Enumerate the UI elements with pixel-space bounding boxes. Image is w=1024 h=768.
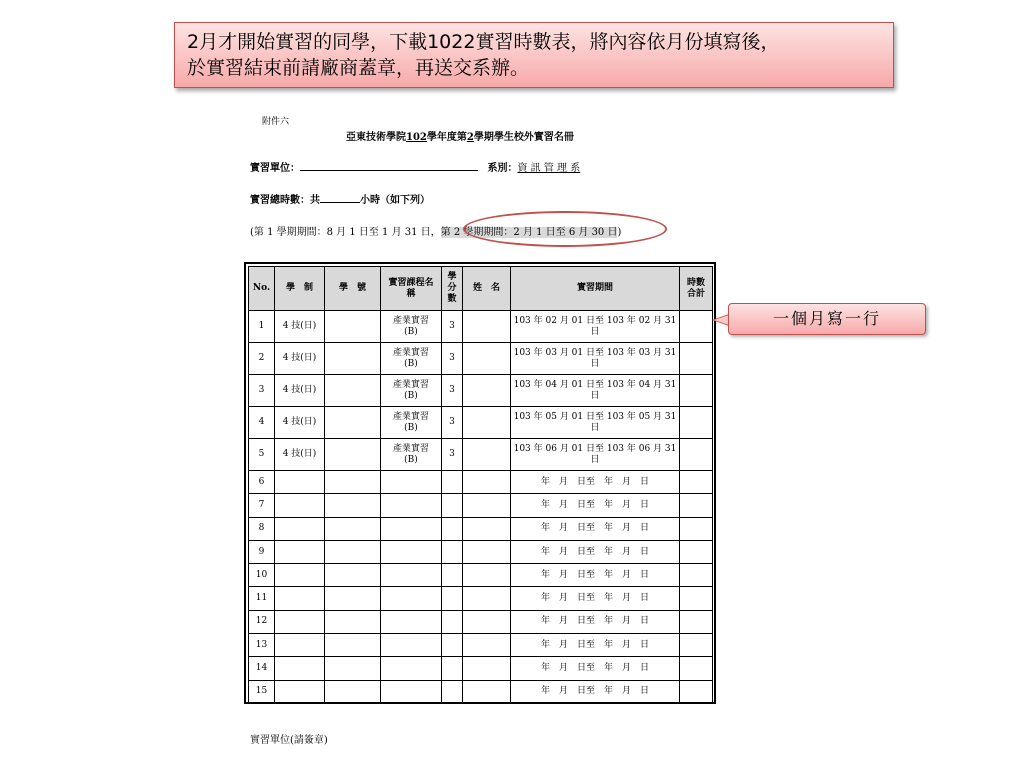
row-credit bbox=[442, 564, 463, 587]
table-row bbox=[249, 610, 713, 633]
row-name bbox=[463, 657, 511, 680]
row-period: 103 年 06 月 01 日至 103 年 06 月 31 日 bbox=[511, 439, 680, 471]
row-student-id bbox=[325, 343, 381, 375]
row-credit bbox=[442, 587, 463, 610]
row-period: 年 月 日至 年 月 日 bbox=[511, 610, 680, 633]
row-course bbox=[381, 587, 442, 610]
header-hours: 時數合計 bbox=[680, 267, 713, 311]
row-student-id bbox=[325, 494, 381, 517]
row-course bbox=[381, 610, 442, 633]
row-student-id bbox=[325, 407, 381, 439]
row-no: 12 bbox=[249, 610, 275, 633]
row-hours bbox=[680, 680, 713, 703]
row-course bbox=[381, 634, 442, 657]
row-period: 年 月 日至 年 月 日 bbox=[511, 634, 680, 657]
hours-blank bbox=[320, 192, 360, 203]
highlight-oval bbox=[463, 211, 667, 247]
row-course bbox=[381, 680, 442, 703]
row-period: 年 月 日至 年 月 日 bbox=[511, 471, 680, 494]
row-period: 103 年 04 月 01 日至 103 年 04 月 31 日 bbox=[511, 375, 680, 407]
row-course bbox=[381, 540, 442, 563]
row-name bbox=[463, 375, 511, 407]
header-name: 姓 名 bbox=[463, 267, 511, 311]
row-credit bbox=[442, 494, 463, 517]
row-student-id bbox=[325, 680, 381, 703]
row-period: 年 月 日至 年 月 日 bbox=[511, 540, 680, 563]
row-hours bbox=[680, 407, 713, 439]
row-name bbox=[463, 439, 511, 471]
row-course bbox=[381, 564, 442, 587]
row-credit bbox=[442, 634, 463, 657]
table-row bbox=[249, 407, 713, 439]
row-name bbox=[463, 587, 511, 610]
row-course bbox=[381, 657, 442, 680]
row-credit: 3 bbox=[442, 311, 463, 343]
table-row bbox=[249, 471, 713, 494]
row-hours bbox=[680, 657, 713, 680]
row-system: 4 技(日) bbox=[275, 439, 325, 471]
unit-row: 實習單位： 系別：資 訊 管 理 系 bbox=[250, 159, 580, 174]
banner-line-1: 2月才開始實習的同學，下載1022實習時數表，將內容依月份填寫後， bbox=[187, 31, 780, 53]
row-hours bbox=[680, 517, 713, 540]
row-credit bbox=[442, 610, 463, 633]
row-name bbox=[463, 343, 511, 375]
row-no: 10 bbox=[249, 564, 275, 587]
semester-2-period: 第 2 學期期間：2 月 1 日至 6 月 30 日 bbox=[440, 227, 618, 238]
row-hours bbox=[680, 311, 713, 343]
row-period: 年 月 日至 年 月 日 bbox=[511, 517, 680, 540]
row-course: 產業實習(B) bbox=[381, 439, 442, 471]
row-system bbox=[275, 564, 325, 587]
row-no: 7 bbox=[249, 494, 275, 517]
row-period: 年 月 日至 年 月 日 bbox=[511, 680, 680, 703]
row-hours bbox=[680, 494, 713, 517]
row-period: 年 月 日至 年 月 日 bbox=[511, 587, 680, 610]
row-name bbox=[463, 494, 511, 517]
header-course: 實習課程名稱 bbox=[381, 267, 442, 311]
row-period: 年 月 日至 年 月 日 bbox=[511, 657, 680, 680]
row-name bbox=[463, 407, 511, 439]
row-name bbox=[463, 540, 511, 563]
row-system: 4 技(日) bbox=[275, 375, 325, 407]
table-row bbox=[249, 540, 713, 563]
row-credit: 3 bbox=[442, 343, 463, 375]
row-student-id bbox=[325, 587, 381, 610]
signature-label: 實習單位(請簽章) bbox=[250, 735, 328, 746]
row-credit: 3 bbox=[442, 439, 463, 471]
row-no: 2 bbox=[249, 343, 275, 375]
attachment-label: 附件六 bbox=[262, 117, 290, 127]
table-row bbox=[249, 439, 713, 471]
row-system bbox=[275, 587, 325, 610]
row-student-id bbox=[325, 657, 381, 680]
row-system bbox=[275, 657, 325, 680]
row-no: 4 bbox=[249, 407, 275, 439]
row-system bbox=[275, 540, 325, 563]
table-row bbox=[249, 311, 713, 343]
row-student-id bbox=[325, 471, 381, 494]
row-course: 產業實習(B) bbox=[381, 407, 442, 439]
row-hours bbox=[680, 610, 713, 633]
internship-table bbox=[244, 262, 716, 704]
row-name bbox=[463, 471, 511, 494]
row-course: 產業實習(B) bbox=[381, 343, 442, 375]
row-credit bbox=[442, 471, 463, 494]
table-header-row bbox=[249, 267, 713, 311]
row-credit bbox=[442, 680, 463, 703]
dept-value: 資 訊 管 理 系 bbox=[517, 163, 581, 174]
row-credit: 3 bbox=[442, 407, 463, 439]
table-row bbox=[249, 657, 713, 680]
unit-blank bbox=[300, 160, 478, 171]
row-no: 11 bbox=[249, 587, 275, 610]
row-no: 1 bbox=[249, 311, 275, 343]
row-no: 8 bbox=[249, 517, 275, 540]
table-row bbox=[249, 587, 713, 610]
row-no: 6 bbox=[249, 471, 275, 494]
row-system: 4 技(日) bbox=[275, 343, 325, 375]
row-name bbox=[463, 680, 511, 703]
row-name bbox=[463, 517, 511, 540]
row-no: 5 bbox=[249, 439, 275, 471]
row-credit bbox=[442, 657, 463, 680]
row-period: 103 年 03 月 01 日至 103 年 03 月 31 日 bbox=[511, 343, 680, 375]
row-student-id bbox=[325, 517, 381, 540]
row-course: 產業實習(B) bbox=[381, 375, 442, 407]
semester-periods: (第 1 學期期間：8 月 1 日至 1 月 31 日，第 2 學期期間：2 月 1 日至 6 月 30 日) bbox=[250, 227, 622, 238]
row-student-id bbox=[325, 375, 381, 407]
row-credit: 3 bbox=[442, 375, 463, 407]
row-hours bbox=[680, 634, 713, 657]
row-name bbox=[463, 610, 511, 633]
total-hours-row: 實習總時數：共 小時（如下列） bbox=[250, 191, 430, 206]
row-system bbox=[275, 517, 325, 540]
row-period: 年 月 日至 年 月 日 bbox=[511, 494, 680, 517]
row-hours bbox=[680, 375, 713, 407]
header-credit: 學分數 bbox=[442, 267, 463, 311]
row-course bbox=[381, 494, 442, 517]
table-row bbox=[249, 343, 713, 375]
header-student-id: 學 號 bbox=[325, 267, 381, 311]
row-course: 產業實習(B) bbox=[381, 311, 442, 343]
row-no: 9 bbox=[249, 540, 275, 563]
row-period: 年 月 日至 年 月 日 bbox=[511, 564, 680, 587]
table-row bbox=[249, 564, 713, 587]
row-student-id bbox=[325, 634, 381, 657]
row-system: 4 技(日) bbox=[275, 407, 325, 439]
row-hours bbox=[680, 540, 713, 563]
row-system bbox=[275, 680, 325, 703]
callout-note: 一個月寫一行 bbox=[728, 303, 926, 335]
row-no: 13 bbox=[249, 634, 275, 657]
row-name bbox=[463, 634, 511, 657]
row-name bbox=[463, 564, 511, 587]
table-row bbox=[249, 680, 713, 703]
row-credit bbox=[442, 517, 463, 540]
row-hours bbox=[680, 439, 713, 471]
row-student-id bbox=[325, 311, 381, 343]
row-student-id bbox=[325, 439, 381, 471]
row-name bbox=[463, 311, 511, 343]
row-period: 103 年 05 月 01 日至 103 年 05 月 31 日 bbox=[511, 407, 680, 439]
row-credit bbox=[442, 540, 463, 563]
row-system bbox=[275, 634, 325, 657]
row-course bbox=[381, 471, 442, 494]
row-course bbox=[381, 517, 442, 540]
table-row bbox=[249, 375, 713, 407]
table-row bbox=[249, 517, 713, 540]
row-period: 103 年 02 月 01 日至 103 年 02 月 31 日 bbox=[511, 311, 680, 343]
banner-line-2: 於實習結束前請廠商蓋章，再送交系辦。 bbox=[187, 57, 530, 79]
row-hours bbox=[680, 587, 713, 610]
table-row bbox=[249, 494, 713, 517]
row-system bbox=[275, 471, 325, 494]
row-no: 15 bbox=[249, 680, 275, 703]
instruction-banner bbox=[174, 22, 894, 88]
row-system bbox=[275, 494, 325, 517]
callout-pointer-fill bbox=[714, 315, 729, 325]
row-system: 4 技(日) bbox=[275, 311, 325, 343]
row-hours bbox=[680, 564, 713, 587]
row-student-id bbox=[325, 564, 381, 587]
row-system bbox=[275, 610, 325, 633]
row-student-id bbox=[325, 540, 381, 563]
row-student-id bbox=[325, 610, 381, 633]
header-period: 實習期間 bbox=[511, 267, 680, 311]
row-hours bbox=[680, 343, 713, 375]
row-no: 14 bbox=[249, 657, 275, 680]
header-no: No. bbox=[249, 267, 275, 311]
row-hours bbox=[680, 471, 713, 494]
row-no: 3 bbox=[249, 375, 275, 407]
form-title: 亞東技術學院102學年度第2學期學生校外實習名冊 bbox=[346, 132, 574, 143]
table-row bbox=[249, 634, 713, 657]
header-system: 學 制 bbox=[275, 267, 325, 311]
